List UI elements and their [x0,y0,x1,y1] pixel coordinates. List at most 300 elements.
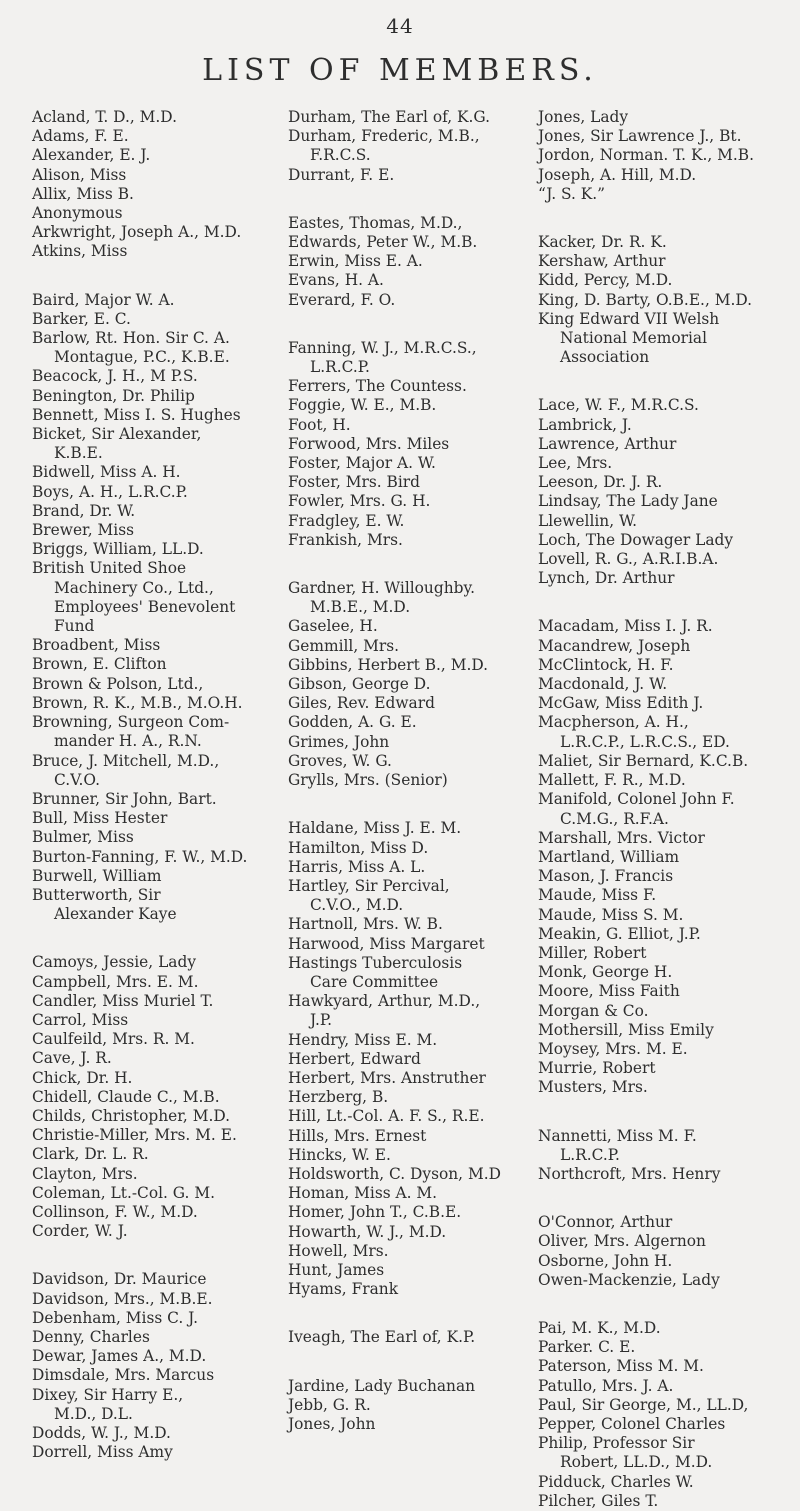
member-name: Burwell, William [32,866,162,885]
member-column-1 [32,108,278,1462]
member-entry [32,1386,278,1424]
member-name: Pai, M. K., M.D. [538,1318,661,1337]
member-entry [538,1338,794,1357]
member-entry [538,396,794,415]
member-entry [288,127,520,165]
member-entry [288,1415,520,1434]
member-entry [538,944,794,963]
member-entry [538,1492,794,1511]
member-entry [32,310,278,329]
member-entry [288,1031,520,1050]
member-entry [32,540,278,559]
member-entry [538,512,794,531]
member-entry-continuation: Employees' Benevolent [54,597,236,616]
member-name: Foster, Major A. W. [288,454,436,473]
member-entry [538,1415,794,1434]
member-name: McGaw, Miss Edith J. [538,694,704,713]
member-name: Jordon, Norman. T. K., M.B. [538,146,754,165]
member-name: Lawrence, Arthur [538,434,677,453]
member-name: Eastes, Thomas, M.D., [288,213,463,232]
member-name: Davidson, Mrs., M.B.E. [32,1289,213,1308]
member-name: Erwin, Miss E. A. [288,252,423,271]
member-entry-continuation: K.B.E. [54,444,103,463]
member-entry-continuation: Care Committee [310,972,439,991]
member-entry [288,771,520,790]
member-name: Atkins, Miss [32,242,128,261]
member-entry-continuation: Machinery Co., Ltd., [54,578,214,597]
member-name: Herbert, Mrs. Anstruther [288,1068,486,1087]
member-name: Brown, R. K., M.B., M.O.H. [32,693,243,712]
member-entry [538,713,794,751]
member-name: Lovell, R. G., A.R.I.B.A. [538,550,719,569]
member-name: Howell, Mrs. [288,1241,389,1260]
member-name: Bruce, J. Mitchell, M.D., [32,751,220,770]
member-entry [538,675,794,694]
member-entry [288,1223,520,1242]
member-entry [288,694,520,713]
member-name: Gemmill, Mrs. [288,636,400,655]
member-entry [538,656,794,675]
member-entry [32,1366,278,1385]
member-entry [288,1088,520,1107]
member-entry [538,790,794,828]
member-name: Frankish, Mrs. [288,530,403,549]
member-entry [538,1040,794,1059]
section-gap [32,1241,278,1270]
member-name: Lace, W. F., M.R.C.S. [538,396,699,415]
member-entry-continuation: M.D., D.L. [54,1404,133,1423]
member-name: Brewer, Miss [32,521,134,540]
member-entry [32,425,278,463]
member-name: Macandrew, Joseph [538,636,691,655]
member-entry [32,1270,278,1289]
member-entry [32,1222,278,1241]
member-name: Herzberg, B. [288,1088,389,1107]
section-gap [288,1348,520,1377]
member-entry [32,953,278,972]
member-entry [538,454,794,473]
member-entry [32,329,278,367]
member-name: Alexander, E. J. [32,146,151,165]
section-gap [538,588,794,617]
member-entry [538,848,794,867]
member-entry [288,1328,520,1347]
member-entry [32,790,278,809]
member-entry [538,694,794,713]
member-name: Paterson, Miss M. M. [538,1357,704,1376]
member-name: Foot, H. [288,415,351,434]
member-entry [538,617,794,636]
member-name: Harris, Miss A. L. [288,857,426,876]
member-name: Jardine, Lady Buchanan [288,1376,476,1395]
member-entry [288,713,520,732]
member-name: Miller, Robert [538,943,647,962]
member-entry [32,406,278,425]
member-entry [288,1261,520,1280]
member-name: Holdsworth, C. Dyson, M.D [288,1164,501,1183]
member-entry [538,1357,794,1376]
member-entry [538,550,794,569]
member-entry [32,1203,278,1222]
member-entry [538,925,794,944]
section-gap [538,367,794,396]
member-entry [32,1107,278,1126]
member-entry [288,233,520,252]
member-name: Mallett, F. R., M.D. [538,771,686,790]
member-entry [538,569,794,588]
member-entry-continuation: L.R.C.P. [310,358,370,377]
member-name: Homer, John T., C.B.E. [288,1203,462,1222]
member-name: Fowler, Mrs. G. H. [288,492,431,511]
member-name: Brown, E. Clifton [32,655,167,674]
member-name: Grylls, Mrs. (Senior) [288,771,448,790]
member-name: Musters, Mrs. [538,1078,648,1097]
member-entry [288,271,520,290]
member-name: O'Connor, Arthur [538,1213,673,1232]
member-name: Jones, Lady [538,108,629,126]
member-entry [288,1127,520,1146]
member-entry [32,636,278,655]
member-entry [538,233,794,252]
member-name: Macpherson, A. H., [538,713,689,732]
member-entry [32,242,278,261]
member-entry [538,146,794,165]
member-name: Nannetti, Miss M. F. [538,1126,697,1145]
member-name: Debenham, Miss C. J. [32,1308,199,1327]
member-name: Llewellin, W. [538,511,638,530]
member-name: Adams, F. E. [32,127,129,146]
member-entry [288,877,520,915]
member-name: Hartnoll, Mrs. W. B. [288,915,443,934]
member-name: Butterworth, Sir [32,885,161,904]
member-entry [288,733,520,752]
member-name: Corder, W. J. [32,1222,128,1241]
member-name: Hastings Tuberculosis [288,953,463,972]
member-entry [538,963,794,982]
member-entry [32,127,278,146]
member-name: Macdonald, J. W. [538,675,668,694]
member-name: Allix, Miss B. [32,184,134,203]
member-name: Jebb, G. R. [288,1395,371,1414]
member-entry [538,1377,794,1396]
section-gap [32,262,278,291]
member-entry-continuation: C.V.O., M.D. [310,896,404,915]
member-entry [288,1203,520,1222]
member-name: Groves, W. G. [288,751,392,770]
member-name: Gibson, George D. [288,675,431,694]
member-name: Gibbins, Herbert B., M.D. [288,655,489,674]
member-entry [32,886,278,924]
member-name: Lee, Mrs. [538,454,613,473]
member-entry [32,1088,278,1107]
member-entry [288,992,520,1030]
member-entry [538,906,794,925]
member-entry [288,1069,520,1088]
member-name: Bidwell, Miss A. H. [32,463,181,482]
member-entry [538,1232,794,1251]
section-gap [288,1299,520,1328]
member-name: Durham, Frederic, M.B., [288,127,480,146]
section-gap [288,790,520,819]
member-entry-continuation: National Memorial [560,329,708,348]
member-entry [288,377,520,396]
member-name: Maude, Miss S. M. [538,905,684,924]
member-name: Pepper, Colonel Charles [538,1414,726,1433]
page-number: 44 [386,14,414,38]
member-entry [538,166,794,185]
member-entry [32,1165,278,1184]
member-name: Bull, Miss Hester [32,809,168,828]
member-entry [538,1252,794,1271]
member-name: Cave, J. R. [32,1049,112,1068]
member-entry [538,1473,794,1492]
member-entry [32,367,278,386]
member-name: Brunner, Sir John, Bart. [32,789,217,808]
member-name: Dixey, Sir Harry E., [32,1385,184,1404]
section-gap [538,1184,794,1213]
member-name: Campbell, Mrs. E. M. [32,972,199,991]
member-name: Anonymous [32,204,123,223]
member-entry [538,435,794,454]
member-name: Edwards, Peter W., M.B. [288,233,478,252]
member-entry [288,396,520,415]
member-entry [538,637,794,656]
member-name: Manifold, Colonel John F. [538,790,735,809]
member-entry [288,1146,520,1165]
member-entry [32,483,278,502]
member-entry [288,291,520,310]
member-name: Leeson, Dr. J. R. [538,473,663,492]
member-entry [538,108,794,127]
member-entry [288,819,520,838]
member-entry [538,492,794,511]
member-name: Davidson, Dr. Maurice [32,1270,207,1289]
member-entry [538,310,794,368]
member-entry [288,1184,520,1203]
member-entry [32,502,278,521]
member-name: Grimes, John [288,732,390,751]
member-name: Hincks, W. E. [288,1145,391,1164]
member-entry-continuation: F.R.C.S. [310,146,371,165]
member-name: Boys, A. H., L.R.C.P. [32,482,188,501]
member-name: Kidd, Percy, M.D. [538,271,673,290]
member-name: Baird, Major W. A. [32,290,175,309]
member-entry [538,1002,794,1021]
member-entry [32,559,278,636]
member-name: Brown & Polson, Ltd., [32,674,204,693]
member-entry [288,531,520,550]
member-entry [32,1184,278,1203]
member-name: Carrol, Miss [32,1010,129,1029]
member-entry [32,675,278,694]
member-name: Forwood, Mrs. Miles [288,434,450,453]
member-name: Foster, Mrs. Bird [288,473,420,492]
member-name: Fanning, W. J., M.R.C.S., [288,338,477,357]
member-entry [538,291,794,310]
member-entry [538,752,794,771]
member-entry [288,637,520,656]
member-name: Moysey, Mrs. M. E. [538,1039,688,1058]
member-entry [32,291,278,310]
member-entry [32,185,278,204]
member-entry [32,463,278,482]
member-entry-continuation: mander H. A., R.N. [54,732,202,751]
member-name: Osborne, John H. [538,1251,673,1270]
member-entry-continuation: J.P. [310,1011,332,1030]
member-name: Alison, Miss [32,165,127,184]
member-entry [288,435,520,454]
section-gap [288,185,520,214]
member-entry [288,108,520,127]
member-entry [288,1050,520,1069]
member-entry [32,1309,278,1328]
member-name: Clayton, Mrs. [32,1164,138,1183]
member-entry-continuation: M.B.E., M.D. [310,598,411,617]
member-entry [538,185,794,204]
member-entry [32,223,278,242]
member-entry [32,1069,278,1088]
member-name: Owen-Mackenzie, Lady [538,1270,720,1289]
member-entry [288,416,520,435]
member-entry [32,387,278,406]
member-entry [288,512,520,531]
member-name: Briggs, William, LL.D. [32,540,204,559]
member-name: Bennett, Miss I. S. Hughes [32,405,241,424]
section-gap [32,924,278,953]
member-name: Martland, William [538,847,680,866]
member-name: McClintock, H. F. [538,655,674,674]
member-entry [32,713,278,751]
member-entry [538,1165,794,1184]
member-entry [288,339,520,377]
member-entry [32,1290,278,1309]
member-entry [288,214,520,233]
member-entry [32,108,278,127]
member-entry [32,1126,278,1145]
member-name: Macadam, Miss I. J. R. [538,617,713,636]
member-entry [538,1078,794,1097]
member-name: Loch, The Dowager Lady [538,530,734,549]
member-name: Caulfeild, Mrs. R. M. [32,1030,195,1049]
member-entry-continuation: Fund [54,617,95,636]
member-entry-continuation: C.V.O. [54,770,101,789]
page-title: LIST OF MEMBERS. [202,53,598,88]
member-name: Barker, E. C. [32,309,131,328]
member-name: Durham, The Earl of, K.G. [288,108,491,126]
member-entry [32,1011,278,1030]
member-entry-continuation: Association [560,348,650,367]
member-name: Candler, Miss Muriel T. [32,991,214,1010]
member-name: Howarth, W. J., M.D. [288,1222,447,1241]
member-entry [538,1021,794,1040]
member-name: Foggie, W. E., M.B. [288,396,437,415]
member-entry [32,204,278,223]
member-entry [288,858,520,877]
member-name: Ferrers, The Countess. [288,377,467,396]
member-column-3 [538,108,794,1511]
member-entry [288,454,520,473]
member-name: Moore, Miss Faith [538,982,680,1001]
member-entry [288,492,520,511]
member-name: Childs, Christopher, M.D. [32,1106,231,1125]
member-entry [288,617,520,636]
member-entry [538,1127,794,1165]
member-name: Clark, Dr. L. R. [32,1145,149,1164]
member-name: Fradgley, E. W. [288,511,405,530]
member-name: Christie-Miller, Mrs. M. E. [32,1126,237,1145]
member-entry [538,867,794,886]
member-entry [538,531,794,550]
member-name: Monk, George H. [538,963,673,982]
member-column-2 [288,108,520,1434]
member-entry [32,166,278,185]
section-gap [288,550,520,579]
member-entry [538,1319,794,1338]
member-entry [288,1165,520,1184]
member-name: “J. S. K.” [538,184,606,203]
member-name: Maliet, Sir Bernard, K.C.B. [538,751,749,770]
member-entry [32,1443,278,1462]
member-name: Dodds, W. J., M.D. [32,1424,171,1442]
member-name: Hawkyard, Arthur, M.D., [288,992,481,1011]
member-entry [538,886,794,905]
member-name: King, D. Barty, O.B.E., M.D. [538,290,753,309]
member-name: Beacock, J. H., M P.S. [32,367,198,386]
member-name: Maude, Miss F. [538,886,657,905]
member-entry [538,271,794,290]
member-entry [538,982,794,1001]
member-entry [32,1049,278,1068]
member-entry [288,1242,520,1261]
member-name: Lynch, Dr. Arthur [538,569,675,588]
member-name: Hartley, Sir Percival, [288,876,450,895]
member-name: Coleman, Lt.-Col. G. M. [32,1183,215,1202]
member-entry [288,954,520,992]
member-entry [538,473,794,492]
member-entry [288,752,520,771]
member-name: Dorrell, Miss Amy [32,1443,173,1462]
member-name: Herbert, Edward [288,1049,421,1068]
member-name: Northcroft, Mrs. Henry [538,1164,721,1183]
member-name: Mothersill, Miss Emily [538,1020,714,1039]
member-entry [32,1347,278,1366]
member-entry [288,579,520,617]
member-entry [538,771,794,790]
member-name: Philip, Professor Sir [538,1434,695,1453]
member-entry [32,867,278,886]
member-entry-continuation: L.R.C.P., L.R.C.S., ED. [560,732,730,751]
member-entry [288,473,520,492]
member-entry [538,1434,794,1472]
member-name: Evans, H. A. [288,271,384,290]
member-entry [32,146,278,165]
member-name: Brand, Dr. W. [32,501,136,520]
member-entry [538,1213,794,1232]
member-name: Parker. C. E. [538,1338,636,1357]
member-entry [288,675,520,694]
member-name: Jones, Sir Lawrence J., Bt. [538,127,742,146]
member-entry [288,839,520,858]
member-entry [538,416,794,435]
member-name: Gaselee, H. [288,617,378,636]
member-name: British United Shoe [32,559,187,578]
member-name: Chidell, Claude C., M.B. [32,1087,220,1106]
member-entry [288,1396,520,1415]
member-entry [288,915,520,934]
member-name: Acland, T. D., M.D. [32,108,177,126]
member-name: Godden, A. G. E. [288,713,417,732]
member-entry-continuation: Robert, LL.D., M.D. [560,1453,713,1472]
